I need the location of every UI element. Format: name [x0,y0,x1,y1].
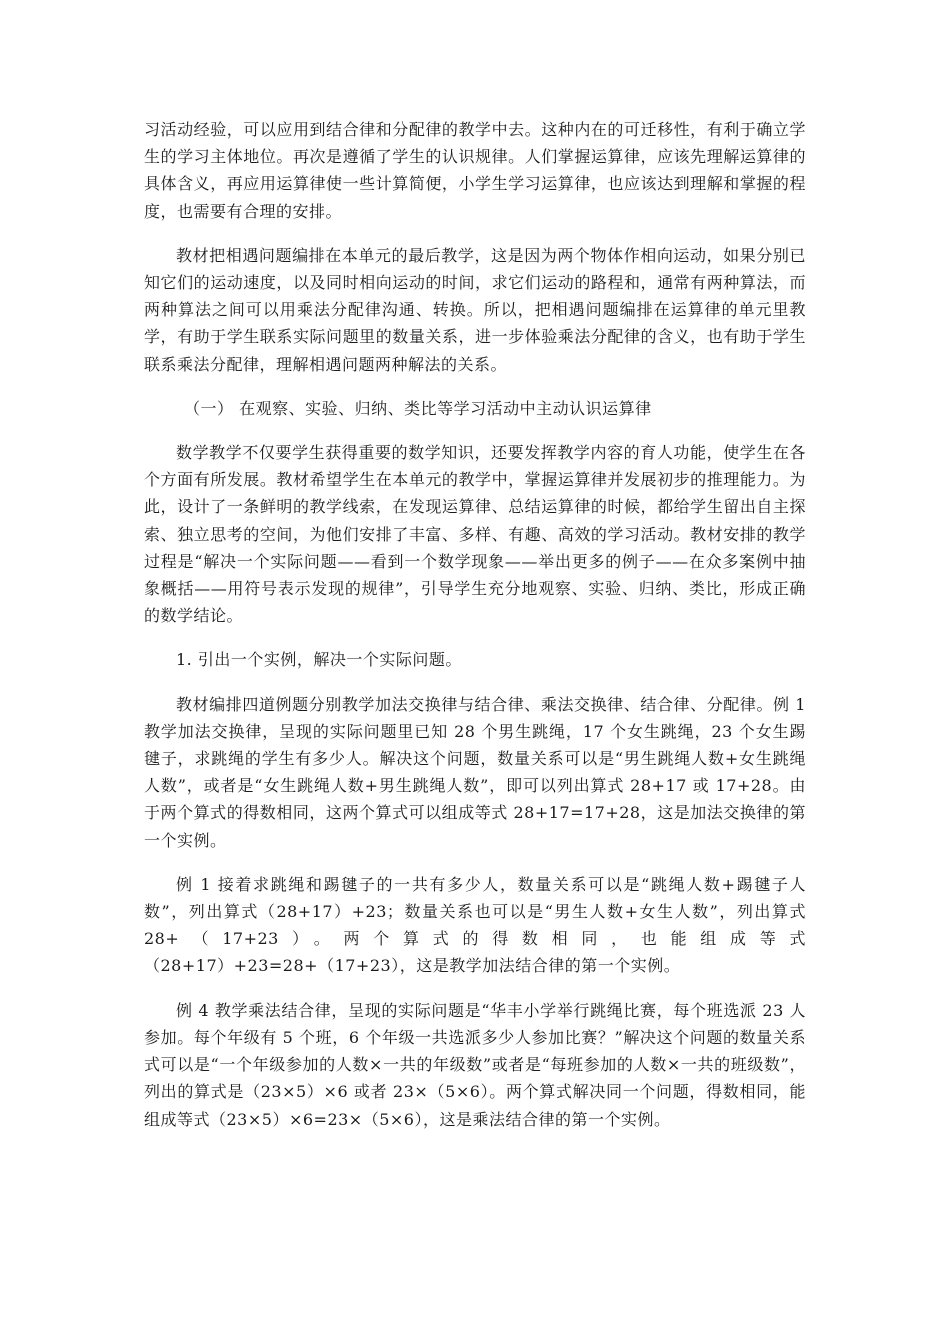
paragraph-example-4: 例 4 教学乘法结合律，呈现的实际问题是“华丰小学举行跳绳比赛，每个班选派 23 人参加。每个年级有 5 个班，6 个年级一共选派多少人参加比赛？”解决这个问题的数量关系式可以是“一个年级参加的人数×一共的年级数”或者是“每班参加的人数×一共的班级数”，列出的算式是（23×5）×6 或者 23×（5×6）。两个算式解决同一个问题，得数相同，能组成等式（23×5）×6=23×（5×6），这是乘法结合律的第一个实例。 [144,1000,806,1129]
paragraph-teaching-goals: 数学教学不仅要学生获得重要的数学知识，还要发挥教学内容的育人功能，使学生在各个方面有所发展。教材希望学生在本单元的教学中，掌握运算律并发展初步的推理能力。为此，设计了一条鲜明的教学线索，在发现运算律、总结运算律的时候，都给学生留出自主探索、独立思考的空间，为他们安排了丰富、多样、有趣、高效的学习活动。教材安排的教学过程是“解决一个实际问题——看到一个数学现象——举出更多的例子——在众多案例中抽象概括——用符号表示发现的规律”，引导学生充分地观察、实验、归纳、类比，形成正确的数学结论。 [144,443,806,626]
paragraph-continuation: 习活动经验，可以应用到结合律和分配律的教学中去。这种内在的可迁移性，有利于确立学生的学习主体地位。再次是遵循了学生的认识规律。人们掌握运算律，应该先理解运算律的具体含义，再应用运算律使一些计算简便，小学生学习运算律，也应该达到理解和掌握的程度，也需要有合理的安排。 [144,120,806,221]
subheading-step-1: 1. 引出一个实例，解决一个实际问题。 [176,650,462,670]
paragraph-meeting-problem: 教材把相遇问题编排在本单元的最后教学，这是因为两个物体作相向运动，如果分别已知它们的运动速度，以及同时相向运动的时间，求它们运动的路程和，通常有两种算法，而两种算法之间可以用乘法分配律沟通、转换。所以，把相遇问题编排在运算律的单元里教学，有助于学生联系实际问题里的数量关系，进一步体验乘法分配律的含义，也有助于学生联系乘法分配律，理解相遇问题两种解法的关系。 [144,245,806,374]
document-page [144,116,806,1150]
paragraph-example-1: 教材编排四道例题分别教学加法交换律与结合律、乘法交换律、结合律、分配律。例 1 教学加法交换律，呈现的实际问题里已知 28 个男生跳绳，17 个女生跳绳，23 个女生踢毽子，求跳绳的学生有多少人。解决这个问题，数量关系可以是“男生跳绳人数+女生跳绳人数”，或者是“女生跳绳人数+男生跳绳人数”，即可以列出算式 28+17 或 17+28。由于两个算式的得数相同，这两个算式可以组成等式 28+17=17+28，这是加法交换律的第一个实例。 [144,694,806,850]
section-heading: （一） 在观察、实验、归纳、类比等学习活动中主动认识运算律 [184,398,652,418]
paragraph-example-1-continued: 例 1 接着求跳绳和踢毽子的一共有多少人，数量关系可以是“跳绳人数+踢毽子人数”，列出算式（28+17）+23；数量关系也可以是“男生人数+女生人数”，列出算式 28+（17+23）。两个算式的得数相同，也能组成等式（28+17）+23=28+（17+23），这是教学加法结合律的第一个实例。 [144,874,806,976]
